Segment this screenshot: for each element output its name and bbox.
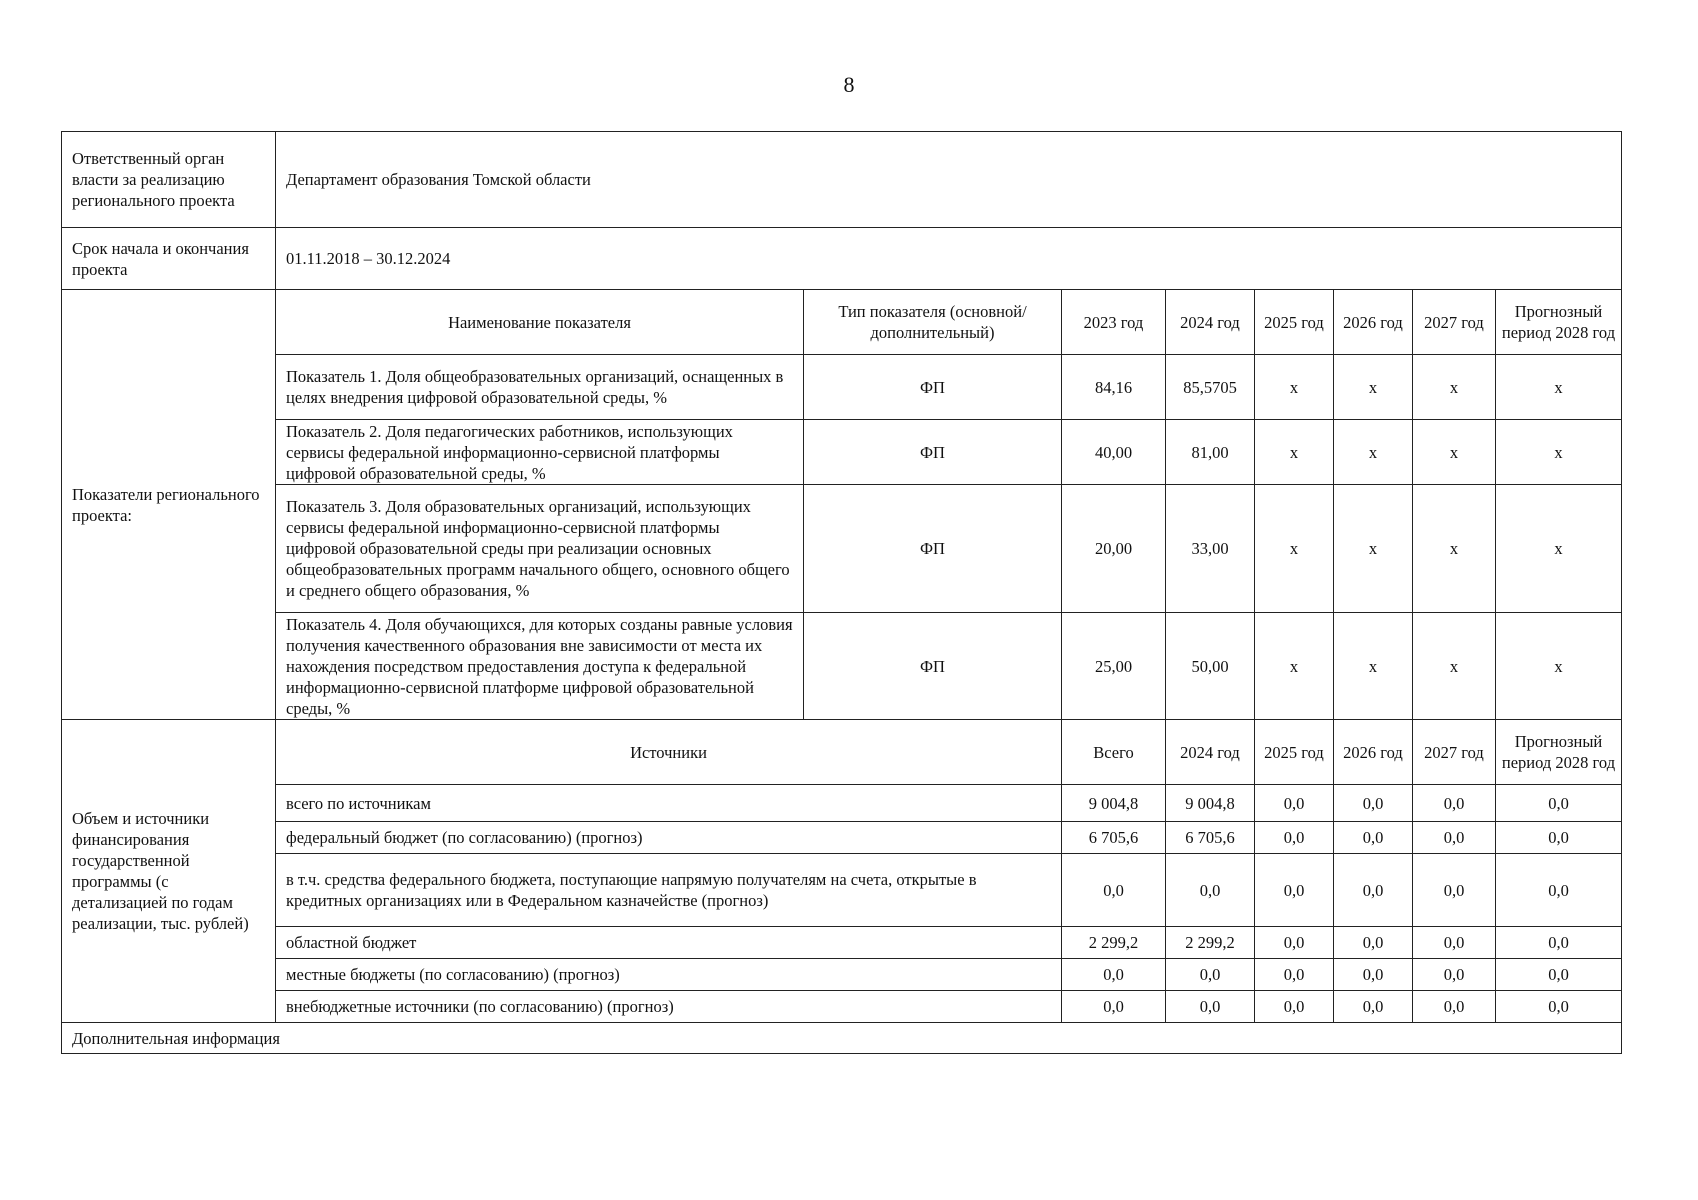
indicator-value-2027: х <box>1413 355 1496 420</box>
financing-2024: 6 705,6 <box>1166 822 1255 854</box>
indicator-header-name: Наименование показателя <box>276 290 804 355</box>
indicator-value-2026: х <box>1334 355 1413 420</box>
responsible-value: Департамент образования Томской области <box>276 132 1622 228</box>
indicator-type: ФП <box>804 613 1062 720</box>
financing-2024: 2 299,2 <box>1166 927 1255 959</box>
indicator-value-2026: х <box>1334 420 1413 485</box>
financing-2028: 0,0 <box>1496 854 1622 927</box>
financing-2025: 0,0 <box>1255 991 1334 1023</box>
financing-total: 9 004,8 <box>1062 785 1166 822</box>
indicator-name: Показатель 3. Доля образовательных организаций, использующих сервисы федеральной информационно-сервисной платформы цифровой образовательной среды при реализации основных общеобразовательных программ начального общего, основного общего и среднего общего образования, % <box>276 485 804 613</box>
indicator-value-2026: х <box>1334 485 1413 613</box>
financing-header-2026: 2026 год <box>1334 720 1413 785</box>
financing-2026: 0,0 <box>1334 822 1413 854</box>
financing-2024: 0,0 <box>1166 854 1255 927</box>
indicator-value-2025: х <box>1255 485 1334 613</box>
indicators-label: Показатели регионального проекта: <box>62 290 276 720</box>
indicators-header-row <box>62 290 1622 355</box>
indicator-row <box>62 613 1622 720</box>
financing-row <box>62 991 1622 1023</box>
financing-total: 2 299,2 <box>1062 927 1166 959</box>
indicator-header-2023: 2023 год <box>1062 290 1166 355</box>
responsible-label: Ответственный орган власти за реализацию регионального проекта <box>62 132 276 228</box>
financing-header-2028: Прогнозный период 2028 год <box>1496 720 1622 785</box>
indicator-header-type: Тип показателя (основной/дополнительный) <box>804 290 1062 355</box>
financing-2025: 0,0 <box>1255 927 1334 959</box>
additional-info-label: Дополнительная информация <box>62 1023 1622 1054</box>
financing-total: 0,0 <box>1062 854 1166 927</box>
financing-source: внебюджетные источники (по согласованию) (прогноз) <box>276 991 1062 1023</box>
indicator-value-2025: х <box>1255 355 1334 420</box>
indicator-type: ФП <box>804 485 1062 613</box>
financing-header-row <box>62 720 1622 785</box>
indicator-value-2023: 40,00 <box>1062 420 1166 485</box>
financing-2028: 0,0 <box>1496 822 1622 854</box>
indicator-type: ФП <box>804 420 1062 485</box>
indicator-value-2024: 50,00 <box>1166 613 1255 720</box>
financing-2026: 0,0 <box>1334 991 1413 1023</box>
indicator-row <box>62 485 1622 613</box>
financing-total: 0,0 <box>1062 959 1166 991</box>
indicator-row <box>62 355 1622 420</box>
indicator-value-2025: х <box>1255 420 1334 485</box>
financing-source: всего по источникам <box>276 785 1062 822</box>
indicator-value-2023: 25,00 <box>1062 613 1166 720</box>
financing-source: федеральный бюджет (по согласованию) (прогноз) <box>276 822 1062 854</box>
financing-2028: 0,0 <box>1496 927 1622 959</box>
indicator-header-2025: 2025 год <box>1255 290 1334 355</box>
financing-2026: 0,0 <box>1334 785 1413 822</box>
financing-header-total: Всего <box>1062 720 1166 785</box>
financing-row <box>62 822 1622 854</box>
financing-row <box>62 785 1622 822</box>
financing-2027: 0,0 <box>1413 822 1496 854</box>
indicator-value-2024: 81,00 <box>1166 420 1255 485</box>
additional-info-row <box>62 1023 1622 1054</box>
financing-2024: 0,0 <box>1166 959 1255 991</box>
financing-2028: 0,0 <box>1496 959 1622 991</box>
financing-2026: 0,0 <box>1334 927 1413 959</box>
financing-2025: 0,0 <box>1255 822 1334 854</box>
financing-source: местные бюджеты (по согласованию) (прогноз) <box>276 959 1062 991</box>
financing-header-2027: 2027 год <box>1413 720 1496 785</box>
term-value: 01.11.2018 – 30.12.2024 <box>276 228 1622 290</box>
indicator-value-2027: х <box>1413 485 1496 613</box>
financing-2027: 0,0 <box>1413 959 1496 991</box>
financing-header-2024: 2024 год <box>1166 720 1255 785</box>
financing-2025: 0,0 <box>1255 785 1334 822</box>
financing-2026: 0,0 <box>1334 854 1413 927</box>
indicator-value-2025: х <box>1255 613 1334 720</box>
financing-source: в т.ч. средства федерального бюджета, поступающие напрямую получателям на счета, открытые в кредитных организациях или в Федеральном казначействе (прогноз) <box>276 854 1062 927</box>
term-row <box>62 228 1622 290</box>
indicator-value-2027: х <box>1413 420 1496 485</box>
indicator-row <box>62 420 1622 485</box>
indicator-header-2027: 2027 год <box>1413 290 1496 355</box>
financing-header-source: Источники <box>276 720 1062 785</box>
page-number: 8 <box>843 72 855 97</box>
indicator-value-2024: 33,00 <box>1166 485 1255 613</box>
indicator-name: Показатель 1. Доля общеобразовательных организаций, оснащенных в целях внедрения цифровой образовательной среды, % <box>276 355 804 420</box>
project-passport-table <box>61 131 1622 1054</box>
financing-2028: 0,0 <box>1496 785 1622 822</box>
financing-2024: 0,0 <box>1166 991 1255 1023</box>
financing-2027: 0,0 <box>1413 785 1496 822</box>
financing-2028: 0,0 <box>1496 991 1622 1023</box>
financing-header-2025: 2025 год <box>1255 720 1334 785</box>
indicator-value-2028: х <box>1496 355 1622 420</box>
indicator-header-2024: 2024 год <box>1166 290 1255 355</box>
indicator-value-2023: 84,16 <box>1062 355 1166 420</box>
indicator-value-2028: х <box>1496 420 1622 485</box>
financing-2027: 0,0 <box>1413 991 1496 1023</box>
indicator-name: Показатель 2. Доля педагогических работников, использующих сервисы федеральной информационно-сервисной платформы цифровой образовательной среды, % <box>276 420 804 485</box>
indicator-value-2026: х <box>1334 613 1413 720</box>
financing-total: 0,0 <box>1062 991 1166 1023</box>
indicator-name: Показатель 4. Доля обучающихся, для которых созданы равные условия получения качественного образования вне зависимости от места их нахождения посредством предоставления доступа к федеральной информационно-сервисной платформе цифровой образовательной среды, % <box>276 613 804 720</box>
indicator-header-2028: Прогнозный период 2028 год <box>1496 290 1622 355</box>
financing-2024: 9 004,8 <box>1166 785 1255 822</box>
financing-2026: 0,0 <box>1334 959 1413 991</box>
financing-2027: 0,0 <box>1413 854 1496 927</box>
financing-2027: 0,0 <box>1413 927 1496 959</box>
term-label: Срок начала и окончания проекта <box>62 228 276 290</box>
indicator-value-2023: 20,00 <box>1062 485 1166 613</box>
financing-row <box>62 959 1622 991</box>
indicator-header-2026: 2026 год <box>1334 290 1413 355</box>
financing-2025: 0,0 <box>1255 854 1334 927</box>
indicator-value-2027: х <box>1413 613 1496 720</box>
financing-row <box>62 854 1622 927</box>
financing-label: Объем и источники финансирования государственной программы (с детализацией по годам реализации, тыс. рублей) <box>62 720 276 1023</box>
financing-source: областной бюджет <box>276 927 1062 959</box>
financing-2025: 0,0 <box>1255 959 1334 991</box>
financing-total: 6 705,6 <box>1062 822 1166 854</box>
financing-row <box>62 927 1622 959</box>
indicator-value-2024: 85,5705 <box>1166 355 1255 420</box>
responsible-row <box>62 132 1622 228</box>
indicator-value-2028: х <box>1496 613 1622 720</box>
indicator-value-2028: х <box>1496 485 1622 613</box>
indicator-type: ФП <box>804 355 1062 420</box>
